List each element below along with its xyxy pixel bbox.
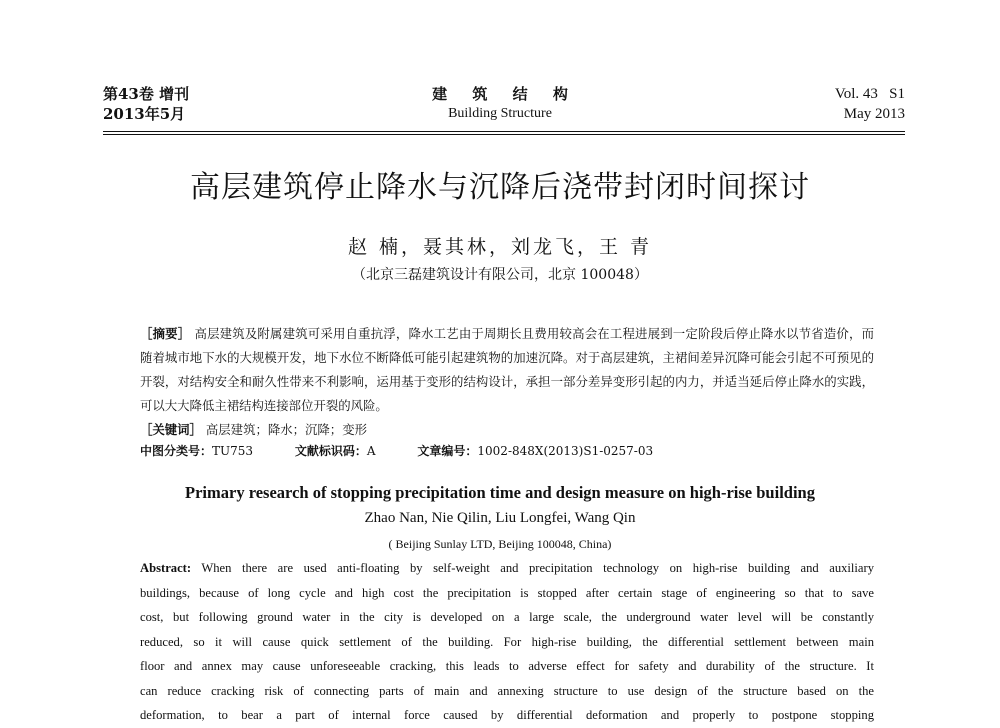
- volume-zh: 第43卷 增刊: [103, 85, 190, 103]
- journal-name-en: Building Structure: [448, 106, 552, 121]
- volume-en: Vol. 43 S1: [834, 86, 905, 102]
- abstract-en-line-text: When there are used anti-floating by self-weight and precipitation technology on high-rise building and auxiliary: [201, 561, 874, 575]
- abstract-zh: [140, 322, 874, 418]
- journal-name: [400, 84, 600, 124]
- abstract-en-line: [140, 556, 874, 581]
- abstract-zh-text: 高层建筑及附属建筑可采用自重抗浮，降水工艺由于周期长且费用较高会在工程进展到一定阶段后停止降水以节省造价，而随着城市地下水的大规模开发，地下水位不断降低可能引起建筑物的加速沉降。对于高层建筑，主裙间差异沉降可能会引起不可预见的开裂，对结构安全和耐久性带来不利影响，运用基于变形的结构设计，承担一部分差异变形引起的内力，并适当延后停止降水的实践，可以大大降低主裙结构连接部位开裂的风险。: [140, 326, 875, 413]
- abstract-en-label: Abstract:: [140, 561, 192, 575]
- classification-row: [140, 441, 691, 461]
- journal-issue-en: [835, 84, 905, 124]
- authors-en: Zhao Nan, Nie Qilin, Liu Longfei, Wang Qin: [364, 510, 636, 526]
- doc-code-value: A: [366, 444, 376, 458]
- journal-issue: [103, 84, 189, 124]
- abstract-en: [140, 556, 874, 728]
- abstract-en-line: reduced, so it will cause quick settlement of the building. For high-rise building, the differential settlement between main: [140, 634, 874, 649]
- journal-name-zh: 建 筑 结 构: [432, 85, 578, 103]
- doc-code-label: 文献标识码：: [294, 444, 367, 458]
- abstract-en-line: cost, but following ground water in the city is developed on a large scale, the underground water level will be constantly: [140, 610, 874, 624]
- paper-title-zh: 高层建筑停止降水与沉降后浇带封闭时间探讨: [190, 170, 810, 205]
- abstract-en-line: floor and annex may cause unforeseeable cracking, this leads to adverse effect for safety and durability of the structure. It: [140, 659, 874, 673]
- keywords-zh-text: 高层建筑；降水；沉降；变形: [205, 422, 367, 437]
- article-no-label: 文章编号：: [417, 444, 478, 458]
- abstract-en-line: buildings, because of long cycle and high cost the precipitation is stopped after certain stage of engineering so that to save: [140, 585, 874, 600]
- paper-title-en: Primary research of stopping precipitation time and design measure on high-rise building: [185, 483, 815, 502]
- abstract-en-line: can reduce cracking risk of connecting parts of main and annexing structure to use design of the structure based on the: [140, 683, 874, 698]
- authors-zh: 赵 楠，聂其林，刘龙飞，王 青: [347, 236, 653, 258]
- affiliation-zh: （北京三磊建筑设计有限公司，北京 100048）: [352, 267, 648, 283]
- abstract-en-line: deformation, to bear a part of internal force caused by differential deformation and properly to postpone stopping: [140, 708, 874, 722]
- clc-value: TU753: [212, 444, 254, 458]
- affiliation-en: ( Beijing Sunlay LTD, Beijing 100048, China): [388, 537, 612, 551]
- clc-label: 中图分类号：: [140, 444, 213, 458]
- header-rule-bottom: [103, 134, 905, 135]
- article-no-value: 1002-848X(2013)S1-0257-03: [477, 444, 654, 458]
- header-rule-top: [103, 131, 905, 132]
- abstract-zh-label: ［摘要］: [140, 326, 191, 341]
- keywords-zh: [140, 418, 874, 442]
- date-zh: 2013年5月: [103, 105, 186, 123]
- date-en: May 2013: [843, 106, 905, 122]
- keywords-zh-label: ［关键词］: [140, 422, 202, 437]
